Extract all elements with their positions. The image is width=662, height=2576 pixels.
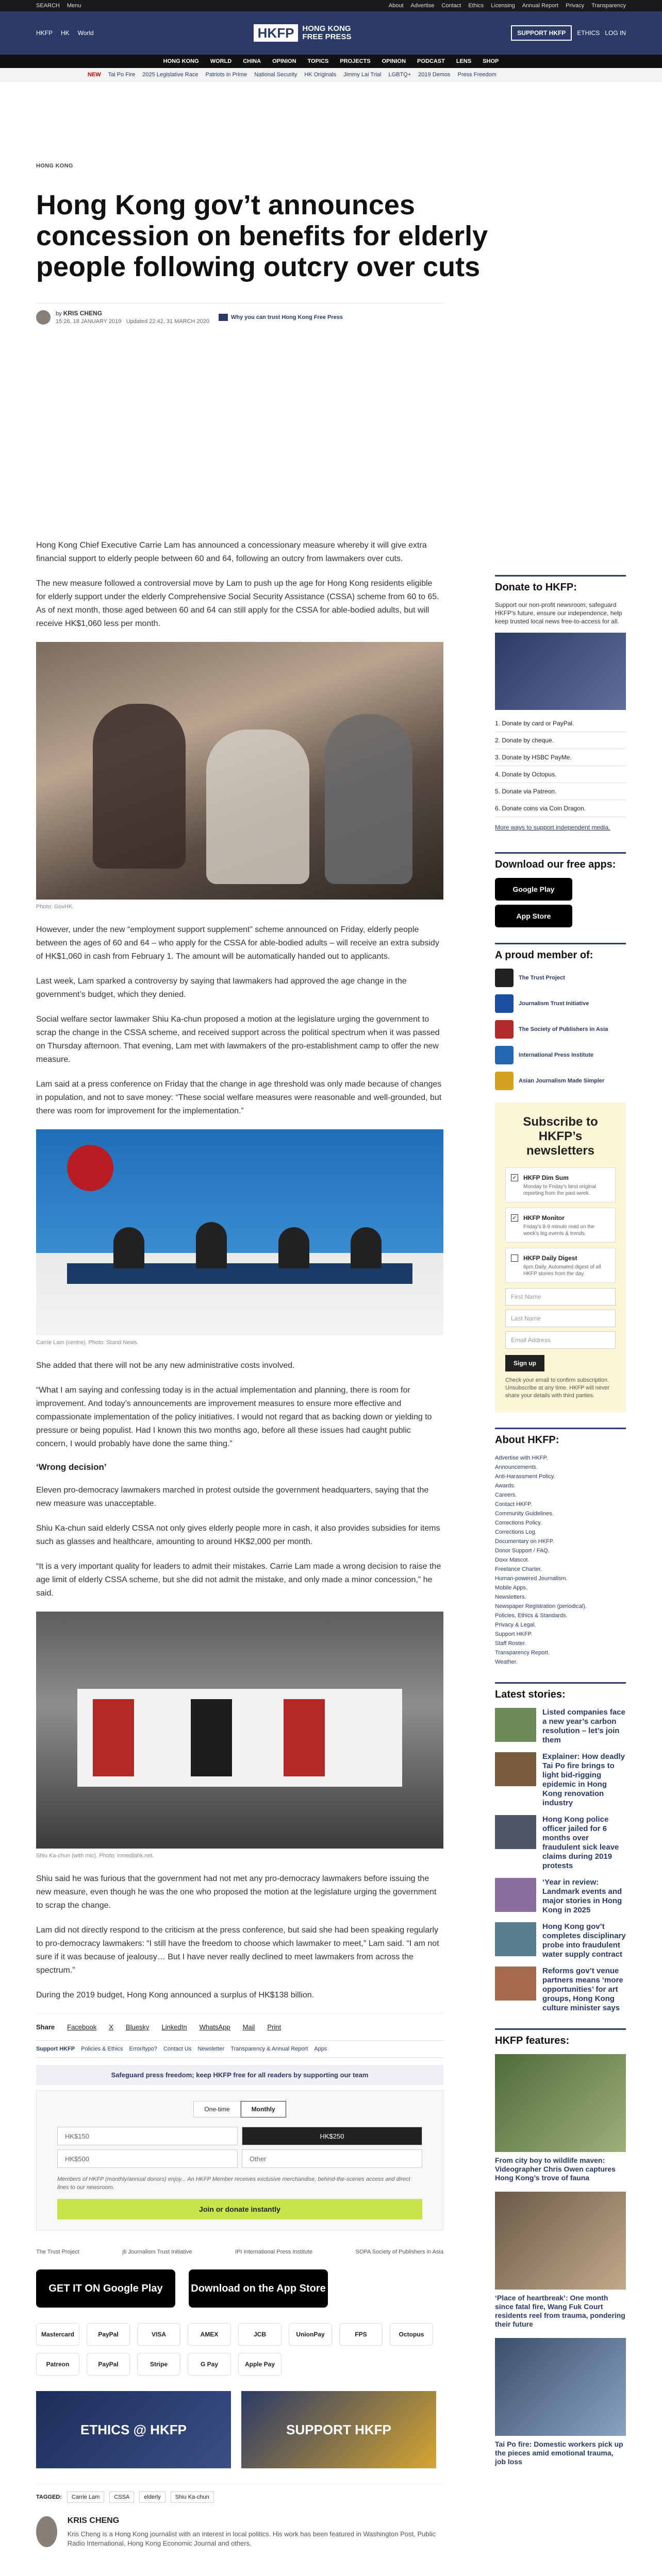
about-link[interactable]: Careers. [495,1492,517,1498]
share-bluesky[interactable]: Bluesky [125,2023,150,2031]
octopus-icon[interactable]: Octopus [390,2323,433,2346]
donate-image[interactable] [495,633,626,710]
topbar-about[interactable]: About [388,3,404,9]
footlink[interactable]: Error/typo? [129,2046,157,2052]
about-link[interactable]: Policies, Ethics & Standards. [495,1613,568,1619]
google-play-button[interactable]: Google Play [495,878,572,901]
nav-opinion-2[interactable]: OPINION [382,58,406,64]
donate-heading: Donate to HKFP: [495,575,626,594]
tag[interactable]: Carrie Lam [67,2492,104,2503]
byline [36,303,443,325]
about-link[interactable]: Documentary on HKFP. [495,1538,554,1545]
about-link[interactable]: Newspaper Registration (periodical). [495,1603,587,1609]
newsletter-heading: Subscribe to HKFP’s newsletters [523,1115,598,1158]
amex-icon[interactable]: AMEX [188,2323,231,2346]
ticker-item[interactable]: LGBTQ+ [388,71,411,78]
paragraph: The new measure followed a controversial move by Lam to push up the age for Hong Kong residents eligible for elderly support under the elderly Comprehensive Social Security Assistance (CSSA) scheme from 60 to 65. As of next month, those aged between 60 and 64 can still apply for the CSSA for able-bodied adults, but will receive HK$1,060 less per month. [36,579,439,628]
ticker-item[interactable]: Tai Po Fire [108,71,136,78]
about-link[interactable]: Advertise with HKFP. [495,1455,548,1461]
donation-note: Members of HKFP (monthly/annual donors) enjoy... An HKFP Member receives exclusive merchandise, behind-the-scenes access and direct lines to our newsroom. [57,2176,410,2191]
ticker-item[interactable]: Patriots in Prime [205,71,247,78]
paragraph: Shiu said he was furious that the government had not met any pro-democracy lawmakers before issuing the new measure, even though he was the one who proposed the motion at the legislature urging the government to scrap the change. [36,1874,437,1910]
donation-widget [36,2090,443,2230]
photo-caption: Carrie Lam (centre). Photo: Stand News. [36,1340,139,1346]
about-link[interactable]: Support HKFP. [495,1631,533,1637]
paragraph: Shiu Ka-chun said elderly CSSA not only gives elderly people more in cash, it also provides subsidies for items such as glasses and healthcare, amounting to around HK$2,000 per month. [36,1524,440,1546]
google-play-badge[interactable]: GET IT ON Google Play [36,2269,175,2308]
first-name-input[interactable]: First Name [505,1288,616,1306]
site-logo[interactable] [254,24,352,42]
topbar-annual-report[interactable]: Annual Report [522,3,559,9]
app-store-button[interactable]: App Store [495,905,572,927]
share-whatsapp[interactable]: WhatsApp [199,2023,230,2031]
share-mail[interactable]: Mail [242,2023,255,2031]
sidebar [495,575,626,2476]
newsletter-note: Check your email to confirm subscription. Unsubscribe at any time. HKFP will never share your details with third parties. [505,1377,610,1399]
newsletter-option[interactable]: ✓ HKFP Dim Sum Monday to Friday's best original reporting from the past week. [505,1167,616,1202]
frequency-toggle [57,2101,422,2117]
badge-sopa[interactable]: SOPA Society of Publishers in Asia [355,2249,443,2255]
header-right [511,25,626,41]
footlink[interactable]: Transparency & Annual Report [230,2046,308,2052]
author-box-name[interactable]: KRIS CHENG [67,2516,120,2525]
author-link[interactable]: KRIS CHENG [63,310,103,317]
share-facebook[interactable]: Facebook [67,2023,97,2031]
donate-methods [495,715,626,817]
byline-dates [56,318,209,325]
about-link[interactable]: Privacy & Legal. [495,1622,536,1628]
subheading: ‘Wrong decision’ [36,1462,107,1472]
donate-method[interactable]: 1. Donate by card or PayPal. [495,715,626,732]
about-link[interactable]: Transparency Report. [495,1650,550,1656]
mastercard-icon[interactable]: Mastercard [36,2323,79,2346]
paragraph: She added that there will not be any new administrative costs involved. [36,1361,295,1370]
donate-method[interactable]: 5. Donate via Patreon. [495,783,626,800]
author-box [36,2516,443,2548]
ticker-label: NEW [88,71,101,78]
topbar-advertise[interactable]: Advertise [410,3,435,9]
amount-option-selected[interactable]: HK$250 [242,2127,422,2145]
badge-ipi[interactable]: IPI International Press Institute [235,2249,312,2255]
paragraph: Lam said at a press conference on Friday that the change in age threshold was only made because of changes in population, and not to save money: “These social welfare measures were reasonable and well-grounded, but there was room for improvement for the implementation.” [36,1080,442,1115]
paragraph: Lam did not directly respond to the criticism at the press conference, but said she had been speaking regularly to pro-democracy lawmakers: “I still have the freedom to choose which lawmaker to meet,” Lam said. “I am not sure if it was because of jealousy… But I have never really declined to meet lawmakers from across the spectrum.” [36,1926,439,1975]
badge-jti[interactable]: jti Journalism Trust Initiative [122,2249,192,2255]
footlink[interactable]: Contact Us [163,2046,192,2052]
tag[interactable]: CSSA [109,2492,134,2503]
nav-projects[interactable]: PROJECTS [340,58,371,64]
about-link[interactable]: Donor Support / FAQ. [495,1548,550,1554]
share-x[interactable]: X [109,2023,113,2031]
about-link[interactable]: Announcements. [495,1464,538,1470]
about-link[interactable]: Freelance Charter. [495,1566,542,1572]
header-nav-world[interactable]: World [77,29,94,37]
donate-method[interactable]: 2. Donate by cheque. [495,732,626,749]
store-badges [36,2269,443,2308]
author-avatar[interactable] [36,310,51,325]
paragraph: Hong Kong Chief Executive Carrie Lam has announced a concessionary measure whereby it will give extra financial support to elderly people between 60 and 64, following an outcry from lawmakers over cuts. [36,541,427,563]
topbar-search[interactable]: SEARCH [36,3,60,9]
latest-story[interactable]: Listed companies face a new year’s carbon resolution – let’s join them [495,1708,626,1745]
gpay-icon[interactable]: G Pay [188,2353,231,2376]
article-category[interactable]: HONG KONG [36,163,73,169]
header-left-nav [36,29,94,37]
site-header [0,11,662,55]
share-label: Share [36,2023,55,2031]
header-nav-hkfp[interactable]: HKFP [36,29,53,37]
latest-story[interactable]: Explainer: How deadly Tai Po fire brings to light bid-rigging epidemic in Hong Kong renovation industry [495,1752,626,1808]
paragraph: However, under the new “employment support supplement” scheme announced on Friday, elderly people between the ages of 60 and 64 – who apply for the CSSA for able-bodied adults – will receive an extra subsidy of HK$1,060 in cash from February 1. The amount will be automatically handed out to applicants. [36,925,439,961]
donate-more-link[interactable]: More ways to support independent media. [495,824,610,831]
donate-button[interactable]: Join or donate instantly [57,2199,422,2219]
feature-story[interactable]: From city boy to wildlife maven: Videographer Chris Owen captures Hong Kong’s trove of fauna [495,2054,626,2182]
topbar-menu[interactable]: Menu [67,3,81,9]
members-heading: A proud member of: [495,943,626,961]
paragraph: “What I am saying and confessing today is in the actual implementation and planning, there is room for improvement. And today’s announcements are improvement measures to ensure more effective and compassionate implementation of the policy initiatives. I would not regard that as backing down or yielding to pressure or being populist. Had I known this two months ago, before all these issues had caught public concern, I would probably have done the same thing.” [36,1386,432,1448]
about-links [495,1453,626,1667]
paragraph: Social welfare sector lawmaker Shiu Ka-chun proposed a motion at the legislature urging the government to scrap the change in the CSSA scheme, and received support across the political spectrum when it was passed on Thursday afternoon. That evening, Lam met with lawmakers of the pro-establishment camp to offer the new measure. [36,1015,440,1064]
donate-method[interactable]: 6. Donate coins via Coin Dragon. [495,800,626,817]
about-heading: About HKFP: [495,1428,626,1446]
nav-world[interactable]: WORLD [210,58,232,64]
app-store-badge[interactable]: Download on the App Store [189,2269,328,2308]
updated-date: Updated 22:42, 31 MARCH 2020 [126,318,210,325]
checkbox-icon: ✓ [511,1174,518,1181]
author-box-bio: Kris Cheng is a Hong Kong journalist with an interest in local politics. His work has been featured in Washington Post, Public Radio International, Hong Kong Economic Journal and others. [67,2530,436,2547]
about-link[interactable]: Anti-Harassment Policy. [495,1473,555,1480]
logo-box: HKFP [254,24,299,42]
safeguard-banner[interactable]: Safeguard press freedom; keep HKFP free for all readers by supporting our team [36,2065,443,2085]
trust-badges [36,2249,443,2255]
latest-story[interactable]: Hong Kong gov’t completes disciplinary probe into fraudulent water supply contract [495,1922,626,1959]
footlink[interactable]: Support HKFP [36,2046,75,2052]
ticker-item[interactable]: National Security [254,71,297,78]
about-link[interactable]: Contact HKFP. [495,1501,532,1507]
payment-methods [36,2323,443,2376]
article-title: Hong Kong gov’t announces concession on benefits for elderly people following outcry over cuts [36,190,488,282]
photo-caption: Photo: GovHK. [36,904,74,910]
donate-text: Support our non-profit newsroom; safeguard HKFP's future, ensure our independence, help keep trusted local news free-to-access for all. [495,601,622,625]
ethics-banner[interactable]: ETHICS @ HKFP [36,2391,231,2468]
main-nav [0,55,662,68]
author-box-avatar[interactable] [36,2516,57,2547]
topic-ticker [0,68,662,81]
topbar-contact[interactable]: Contact [441,3,461,9]
tag[interactable]: elderly [139,2492,165,2503]
paragraph: During the 2019 budget, Hong Kong announced a surplus of HK$138 billion. [36,1991,315,1999]
article-photo-2[interactable] [36,1129,443,1335]
amount-option[interactable]: HK$150 [57,2127,238,2145]
freq-monthly[interactable]: Monthly [241,2101,286,2117]
fps-icon[interactable]: FPS [339,2323,383,2346]
topbar-privacy[interactable]: Privacy [566,3,585,9]
article-photo-3[interactable] [36,1612,443,1849]
support-hkfp-button[interactable]: SUPPORT HKFP [511,25,572,41]
ticker-item[interactable]: HK Originals [304,71,337,78]
amount-options [57,2127,422,2168]
about-link[interactable]: Mobile Apps. [495,1585,527,1591]
paragraph: Last week, Lam sparked a controversy by saying that lawmakers had approved the age change in the government’s budget, which they denied. [36,977,407,999]
logo-text: HONG KONG FREE PRESS [302,24,352,41]
ticker-item[interactable]: 2025 Legislative Race [142,71,198,78]
top-utility-bar [0,0,662,11]
badge-trust-project[interactable]: The Trust Project [36,2249,79,2255]
freq-one-time[interactable]: One-time [193,2101,240,2117]
paypal-icon[interactable]: PayPal [87,2323,130,2346]
nav-china[interactable]: CHINA [243,58,261,64]
last-name-input[interactable]: Last Name [505,1310,616,1327]
email-input[interactable]: Email Address [505,1331,616,1349]
article-footer-links [36,2040,443,2058]
promo-banners [36,2391,443,2468]
footlink[interactable]: Policies & Ethics [81,2046,123,2052]
byline-text [56,310,209,325]
applepay-icon[interactable]: Apple Pay [238,2353,282,2376]
stripe-icon[interactable]: Stripe [137,2353,180,2376]
footlink[interactable]: Newsletter [197,2046,225,2052]
about-link[interactable]: Awards. [495,1483,516,1489]
header-ethics-link[interactable]: ETHICS [577,29,600,37]
about-link[interactable]: Weather. [495,1659,518,1665]
amount-other[interactable]: Other [242,2149,422,2168]
nav-hong-kong[interactable]: HONG KONG [163,58,199,64]
about-link[interactable]: Doxx Mascot. [495,1557,529,1563]
unionpay-icon[interactable]: UnionPay [289,2323,332,2346]
about-link[interactable]: Community Guidelines. [495,1511,554,1517]
paragraph: Eleven pro-democracy lawmakers marched in protest outside the government headquarters, saying that the new measure was unacceptable. [36,1486,429,1508]
checkbox-icon [511,1255,518,1262]
about-link[interactable]: Newsletters. [495,1594,526,1600]
footlink[interactable]: Apps [314,2046,327,2052]
donate-method[interactable]: 4. Donate by Octopus. [495,766,626,783]
patreon-icon[interactable]: Patreon [36,2353,79,2376]
jcb-icon[interactable]: JCB [238,2323,282,2346]
apps-heading: Download our free apps: [495,852,626,871]
about-link[interactable]: Corrections Policy. [495,1520,542,1526]
nav-podcast[interactable]: PODCAST [417,58,445,64]
latest-story[interactable]: ‘Year in review: Landmark events and major stories in Hong Kong in 2025 [495,1878,626,1915]
share-linkedin[interactable]: LinkedIn [161,2023,187,2031]
article-photo-1[interactable] [36,642,443,900]
feature-story[interactable]: ‘Place of heartbreak’: One month since fatal fire, Wang Fuk Court residents reel from trauma, pondering their future [495,2192,626,2329]
content-wrapper [36,163,626,2547]
tag[interactable]: Shiu Ka-chun [171,2492,214,2503]
member-trust-project[interactable]: The Trust Project [495,969,626,987]
about-link[interactable]: Staff Roster. [495,1640,526,1647]
signup-button[interactable]: Sign up [505,1355,544,1371]
tags-label: TAGGED: [36,2494,62,2500]
share-print[interactable]: Print [267,2023,282,2031]
login-link[interactable]: LOG IN [605,29,626,37]
features-heading: HKFP features: [495,2028,626,2047]
amount-option[interactable]: HK$500 [57,2149,238,2168]
support-banner[interactable]: SUPPORT HKFP [241,2391,436,2468]
member-ajms[interactable]: Asian Journalism Made Simpler [495,1072,626,1090]
member-sopa[interactable]: The Society of Publishers in Asia [495,1020,626,1039]
newsletter-option[interactable]: HKFP Daily Digest 6pm Daily. Automated digest of all HKFP stories from the day. [505,1248,616,1283]
photo-caption: Shiu Ka-chun (with mic). Photo: inmediahk.net. [36,1853,154,1859]
latest-story[interactable]: Reforms gov’t venue partners means ‘more opportunities’ for art groups, Hong Kong culture minister says [495,1967,626,2013]
ticker-item[interactable]: Jimmy Lai Trial [343,71,382,78]
article-body [36,539,443,2548]
nav-opinion[interactable]: OPINION [272,58,296,64]
newsletter-option[interactable]: ✓ HKFP Monitor Friday's 8-9 minute read on the week's big events & trends. [505,1208,616,1243]
topbar-transparency[interactable]: Transparency [591,3,626,9]
tag-list [36,2484,443,2503]
share-bar [36,2013,443,2040]
feature-story[interactable]: Tai Po fire: Domestic workers pick up the pieces amid emotional trauma, job loss [495,2338,626,2466]
about-link[interactable]: Human-powered Journalism. [495,1575,568,1582]
ticker-item[interactable]: Press Freedom [457,71,496,78]
donate-method[interactable]: 3. Donate by HSBC PayMe. [495,749,626,766]
header-nav-hk[interactable]: HK [61,29,70,37]
published-date: 15:26, 18 JANUARY 2019 [56,318,122,325]
paypal-icon-2[interactable]: PayPal [87,2353,130,2376]
nav-topics[interactable]: TOPICS [307,58,329,64]
latest-heading: Latest stories: [495,1682,626,1701]
paragraph: “It is a very important quality for leaders to admit their mistakes. Carrie Lam made a wrong decision to raise the age limit of elderly CSSA scheme, but she did not admit the mistake, and only made a minor concession,” he said. [36,1562,441,1598]
byline-author: by KRIS CHENG [56,310,103,317]
visa-icon[interactable]: VISA [137,2323,180,2346]
latest-story[interactable]: Hong Kong police officer jailed for 6 months over fraudulent sick leave claims during 2019 protests [495,1815,626,1871]
newsletter-signup [495,1103,626,1412]
about-link[interactable]: Corrections Log. [495,1529,537,1535]
trust-icon [219,314,228,321]
ticker-item[interactable]: 2019 Demos [418,71,451,78]
member-ipi[interactable]: International Press Institute [495,1046,626,1064]
trust-link[interactable]: Why you can trust Hong Kong Free Press [219,314,343,321]
topbar-licensing[interactable]: Licensing [491,3,515,9]
nav-lens[interactable]: LENS [456,58,472,64]
member-jti[interactable]: Journalism Trust Initiative [495,994,626,1013]
nav-shop[interactable]: SHOP [483,58,499,64]
checkbox-icon: ✓ [511,1214,518,1222]
topbar-ethics[interactable]: Ethics [468,3,484,9]
